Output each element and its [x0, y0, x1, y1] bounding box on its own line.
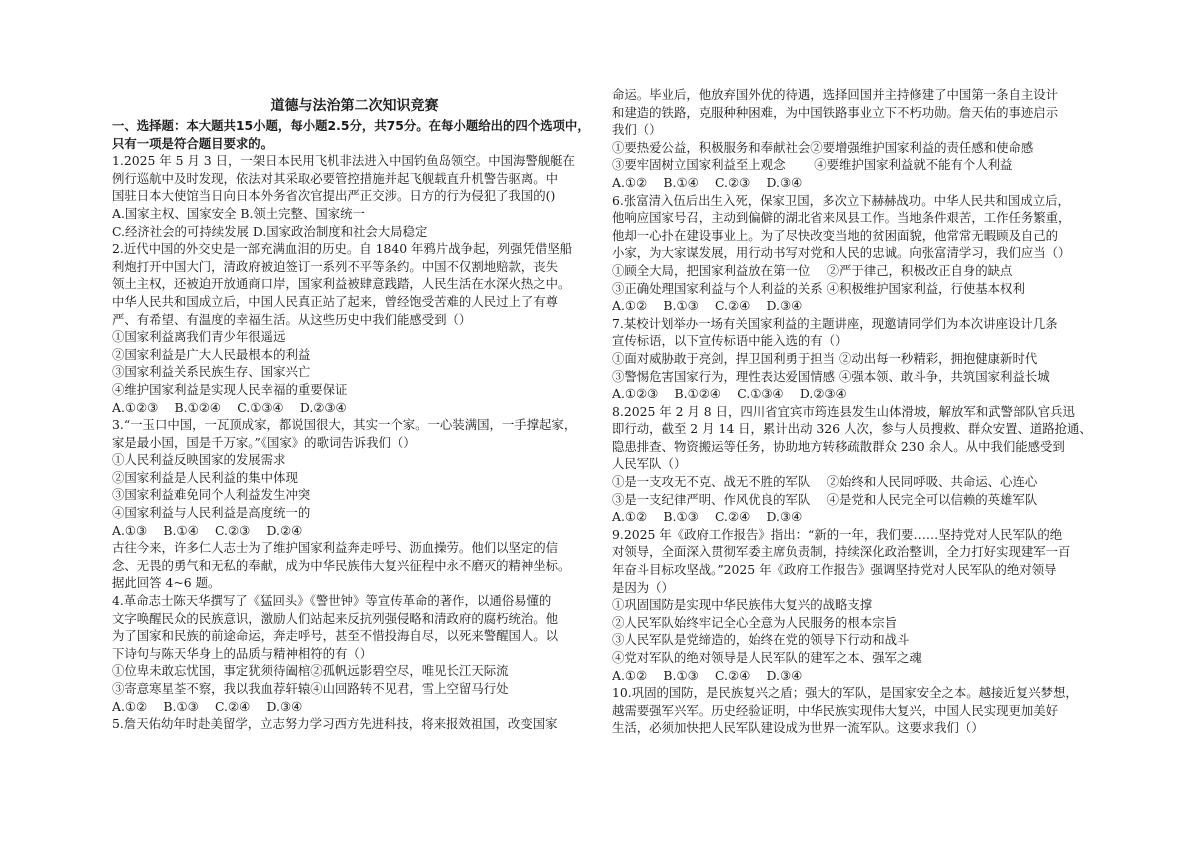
text-line: ①人民利益反映国家的发展需求	[112, 452, 286, 468]
text-line: ①国家利益离我们青少年很遥远	[112, 329, 286, 345]
text-line: 中华人民共和国成立后，中国人民真正站了起来，曾经饱受苦难的人民过上了有尊	[112, 293, 559, 309]
left-question-lines	[112, 152, 597, 733]
text-line: 领土主权，还被迫开放通商口岸，国家利益被肆意践踏，人民生活在水深火热之中。	[112, 276, 571, 292]
text-line: ②人民军队始终牢记全心全意为人民服务的根本宗旨	[612, 614, 897, 630]
text-line: ③人民军队是党缔造的，始终在党的领导下行动和战斗	[612, 632, 910, 648]
text-line: A.①② B.①③ C.②④ D.③④	[612, 298, 803, 314]
text-line: 国驻日本大使馆当日向日本外务省次官提出严正交涉。日方的行为侵犯了我国的()	[112, 188, 556, 204]
text-line: 人民军队（）	[612, 456, 687, 472]
text-line: 小家，为大家谋发展，用行动书写对党和人民的忠诚。向张富清学习，我们应当（）	[612, 245, 1071, 261]
text-line: 9.2025 年《政府工作报告》指出：“新的一年，我们要……坚持党对人民军队的绝	[612, 526, 1063, 542]
section-heading: 一、选择题：本大题共15小题，每小题2.5分，共75分。在每小题给出的四个选项中，只有一项是符合题目要求的。	[112, 118, 590, 151]
text-line: ③正确处理国家利益与个人利益的关系 ④积极维护国家利益，行使基本权利	[612, 280, 1025, 296]
left-column	[112, 117, 597, 733]
text-line: 即行动，截至 2 月 14 日，累计出动 326 人次，参与人员搜救、群众安置、道路抢通、	[612, 421, 1092, 437]
text-line: ①面对威胁敢于亮剑，捍卫国利勇于担当 ②动出每一秒精彩，拥抱健康新时代	[612, 350, 1038, 366]
text-line: ③寄意寒星荃不察，我以我血荐轩辕④山回路转不见君，雪上空留马行处	[112, 681, 509, 696]
text-line: 念、无畏的勇气和无私的奉献，成为中华民族伟大复兴征程中永不磨灭的精神坐标。	[112, 557, 571, 573]
text-line: A.国家主权、国家安全 B.领土完整、国家统一	[112, 205, 365, 221]
text-line: 据此回答 4~6 题。	[112, 575, 221, 591]
text-line: 7.某校计划举办一场有关国家利益的主题讲座，现邀请同学们为本次讲座设计几条	[612, 315, 1058, 331]
text-line: 和建造的铁路，克服种种困难，为中国铁路事业立下不朽功勋。詹天佑的事迹启示	[612, 104, 1059, 120]
text-line: 生活，必须加快把人民军队建设成为世界一流军队。这要求我们（）	[612, 720, 984, 736]
text-line: 为了国家和民族的前途命运，奔走呼号，甚至不惜投海自尽，以死来警醒国人。以	[112, 628, 559, 644]
text-line: 隐患排查、物资搬运等任务，协助地方转移疏散群众 230 余人。从中我们能感受到	[612, 438, 1065, 454]
text-line: 家是最小国，国是千万家。”《国家》的歌词告诉我们（）	[112, 434, 416, 450]
text-line: ④维护国家利益是实现人民幸福的重要保证	[112, 381, 348, 397]
text-line: A.①②③ B.①②④ C.①③④ D.②③④	[112, 399, 347, 415]
text-line: 越需要强军兴军。历史经验证明，中华民族实现伟大复兴，中国人民实现更加美好	[612, 702, 1059, 718]
text-line: A.①② B.①③ C.②④ D.③④	[112, 698, 303, 714]
text-line: 宣传标语，以下宣传标语中能入选的有（）	[612, 333, 848, 349]
text-line: 古往今来，许多仁人志士为了维护国家利益奔走呼号、沥血操劳。他们以坚定的信	[112, 540, 559, 556]
text-line: ③国家利益关系民族生存、国家兴亡	[112, 364, 311, 380]
text-line: 文字唤醒民众的民族意识，激励人们站起来反抗列强侵略和清政府的腐朽统治。他	[112, 610, 559, 626]
text-line: 6.张富清入伍后出生入死，保家卫国，多次立下赫赫战功。中华人民共和国成立后，	[612, 192, 1070, 208]
text-line: 我们（）	[612, 122, 662, 138]
text-line: A.①② B.①④ C.②③ D.③④	[612, 174, 803, 190]
text-line: 利炮打开中国大门，清政府被迫签订一系列不平等条约。中国不仅割地赔款，丧失	[112, 258, 559, 274]
text-line: ①顾全大局，把国家利益放在第一位 ②严于律己，积极改正自身的缺点	[612, 262, 1013, 278]
text-line: A.①②③ B.①②④ C.①③④ D.②③④	[612, 386, 847, 402]
text-line: A.①② B.①③ C.②④ D.③④	[612, 667, 803, 683]
right-question-lines	[612, 86, 1100, 737]
text-line: ③警惕危害国家行为，理性表达爱国情感 ④强本领、敢斗争，共筑国家利益长城	[612, 368, 1050, 384]
text-line: ④国家利益与人民利益是高度统一的	[112, 505, 311, 521]
text-line: 例行巡航中及时发现，依法对其采取必要管控措施并起飞舰载直升机警告驱离。中	[112, 170, 559, 186]
text-line: ②国家利益是人民利益的集中体现	[112, 469, 298, 485]
text-line: 10.巩固的国防，是民族复兴之盾；强大的军队，是国家安全之本。越接近复兴梦想，	[612, 685, 1078, 701]
text-line: 他却一心扑在建设事业上。为了尽快改变当地的贫困面貌，他常常无暇顾及自己的	[612, 227, 1059, 243]
text-line: ④党对军队的绝对领导是人民军队的建军之本、强军之魂	[612, 650, 922, 665]
text-line: 4.革命志士陈天华撰写了《猛回头》《警世钟》等宣传革命的著作，以通俗易懂的	[112, 593, 552, 609]
text-line: ①位卑未敢忘忧国，事定犹须待阖棺②孤帆远影碧空尽，唯见长江天际流	[112, 663, 509, 679]
text-line: ③要牢固树立国家利益至上观念 ④要维护国家利益就不能有个人利益	[612, 157, 1013, 173]
text-line: 下诗句与陈天华身上的品质与精神相符的有（）	[112, 645, 373, 661]
text-line: 他响应国家号召，主动到偏僻的湖北省来凤县工作。当地条件艰苦，工作任务繁重，	[612, 210, 1071, 226]
text-line: 命运。毕业后，他放弃国外优的待遇，选择回国并主持修建了中国第一条自主设计	[612, 87, 1059, 102]
text-line: ②国家利益是广大人民最根本的利益	[112, 346, 311, 362]
text-line: 5.詹天佑幼年时赴美留学，立志努力学习西方先进科技，将来报效祖国，改变国家	[112, 716, 558, 732]
text-line: ③是一支纪律严明、作风优良的军队 ④是党和人民完全可以信赖的英雄军队	[612, 491, 1038, 507]
exam-title: 道德与法治第二次知识竞赛	[270, 98, 439, 114]
right-column	[612, 86, 1100, 737]
text-line: ①巩固国防是实现中华民族伟大复兴的战略支撑	[612, 597, 873, 613]
text-line: 年奋斗目标攻坚战。”2025 年《政府工作报告》强调坚持党对人民军队的绝对领导	[612, 562, 1057, 578]
text-line: 严、有希望、有温度的幸福生活。从这些历史中我们能感受到（）	[112, 311, 472, 327]
text-line: 3.“一玉口中国，一瓦顶成家，都说国很大，其实一个家。一心装满国，一手撑起家，	[112, 417, 577, 433]
text-line: 8.2025 年 2 月 8 日，四川省宜宾市筠连县发生山体滑坡，解放军和武警部队官兵迅	[612, 403, 1075, 419]
text-line: ①要热爱公益，积极服务和奉献社会②要增强维护国家利益的责任感和使命感	[612, 139, 1034, 155]
text-line: 对领导，全面深入贯彻军委主席负责制，持续深化政治整训，全力打好实现建军一百	[612, 544, 1071, 560]
text-line: ③国家利益难免同个人利益发生冲突	[112, 487, 311, 503]
text-line: 是因为（）	[612, 579, 674, 595]
text-line: ①是一支攻无不克、战无不胜的军队 ②始终和人民同呼吸、共命运、心连心	[612, 474, 1038, 490]
text-line: A.①② B.①③ C.②④ D.③④	[612, 509, 803, 525]
text-line: C.经济社会的可持续发展 D.国家政治制度和社会大局稳定	[112, 223, 428, 239]
text-line: 2.近代中国的外交史是一部充满血泪的历史。自 1840 年鸦片战争起，列强凭借坚船	[112, 241, 573, 257]
text-line: A.①③ B.①④ C.②③ D.②④	[112, 522, 303, 538]
text-line: 1.2025 年 5 月 3 日，一架日本民用飞机非法进入中国钓鱼岛领空。中国海警舰艇在	[112, 153, 575, 169]
